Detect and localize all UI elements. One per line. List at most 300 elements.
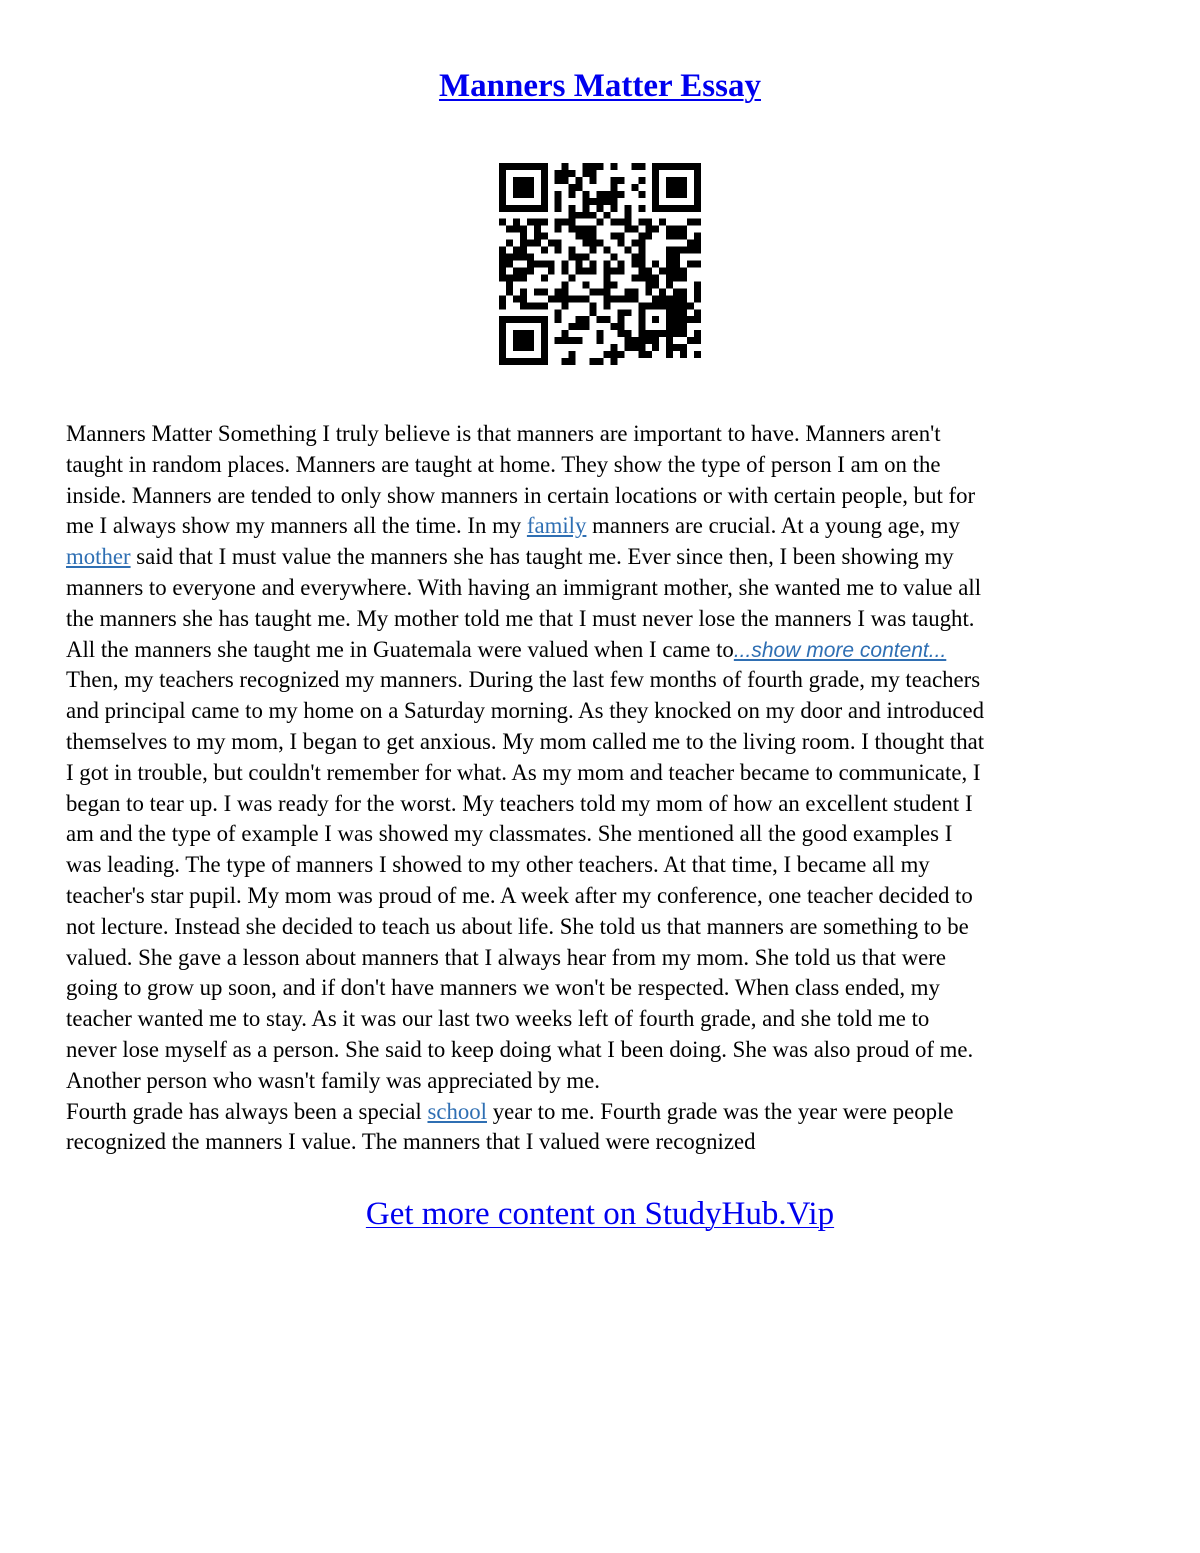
qr-module xyxy=(499,163,506,170)
qr-module xyxy=(590,233,597,240)
qr-module xyxy=(603,247,610,254)
essay-line: am and the type of example I was showed my classmates. She mentioned all the good examples I xyxy=(66,821,953,847)
qr-module xyxy=(666,184,673,191)
qr-module xyxy=(534,226,541,233)
qr-module xyxy=(527,254,534,261)
qr-module xyxy=(513,344,520,351)
qr-module xyxy=(555,337,562,344)
qr-module xyxy=(610,233,617,240)
qr-module xyxy=(541,184,548,191)
qr-module xyxy=(673,330,680,337)
qr-module xyxy=(610,358,617,365)
qr-module xyxy=(527,177,534,184)
qr-module xyxy=(499,316,506,323)
qr-module xyxy=(631,337,638,344)
qr-module xyxy=(687,219,694,226)
qr-module xyxy=(638,316,645,323)
qr-module xyxy=(506,163,513,170)
qr-module xyxy=(652,184,659,191)
qr-module xyxy=(680,226,687,233)
qr-module xyxy=(499,274,506,281)
essay-text: Fourth grade has always been a special xyxy=(66,1098,428,1124)
qr-module xyxy=(583,198,590,205)
qr-module xyxy=(673,205,680,212)
qr-module xyxy=(499,295,506,302)
qr-module xyxy=(576,254,583,261)
qr-module xyxy=(610,323,617,330)
qr-module xyxy=(638,177,645,184)
qr-module xyxy=(673,247,680,254)
qr-module xyxy=(624,344,631,351)
qr-module xyxy=(590,212,597,219)
qr-module xyxy=(610,281,617,288)
qr-module xyxy=(694,337,701,344)
qr-module xyxy=(617,351,624,358)
qr-module xyxy=(694,281,701,288)
qr-module xyxy=(541,219,548,226)
qr-module xyxy=(617,323,624,330)
qr-module xyxy=(527,163,534,170)
qr-module xyxy=(638,337,645,344)
qr-module xyxy=(645,351,652,358)
qr-module xyxy=(569,170,576,177)
qr-module xyxy=(590,198,597,205)
qr-module xyxy=(680,205,687,212)
qr-module xyxy=(666,316,673,323)
qr-module xyxy=(645,302,652,309)
qr-module xyxy=(541,323,548,330)
qr-module xyxy=(520,254,527,261)
essay-text: said that I must value the manners she has taught me. Ever since then, I been showing my xyxy=(130,544,954,570)
qr-module xyxy=(534,316,541,323)
qr-module xyxy=(673,295,680,302)
qr-module xyxy=(659,219,666,226)
qr-module xyxy=(645,233,652,240)
qr-module xyxy=(680,323,687,330)
qr-module xyxy=(569,323,576,330)
qr-module xyxy=(610,344,617,351)
qr-module xyxy=(520,267,527,274)
qr-module xyxy=(659,302,666,309)
qr-module xyxy=(694,288,701,295)
qr-module xyxy=(534,358,541,365)
qr-module xyxy=(597,316,604,323)
qr-module xyxy=(576,233,583,240)
qr-module xyxy=(590,288,597,295)
qr-module xyxy=(652,198,659,205)
qr-module xyxy=(673,254,680,261)
qr-module xyxy=(638,191,645,198)
qr-module xyxy=(576,226,583,233)
qr-module xyxy=(680,288,687,295)
qr-module xyxy=(590,170,597,177)
qr-module xyxy=(534,240,541,247)
qr-module xyxy=(617,240,624,247)
qr-module xyxy=(673,288,680,295)
qr-module xyxy=(617,330,624,337)
qr-module xyxy=(638,247,645,254)
qr-module xyxy=(562,267,569,274)
essay-text: me I always show my manners all the time. In my xyxy=(66,513,527,539)
qr-module xyxy=(520,205,527,212)
qr-module xyxy=(555,316,562,323)
qr-module xyxy=(666,261,673,268)
qr-module xyxy=(680,247,687,254)
qr-module xyxy=(694,240,701,247)
qr-module xyxy=(499,323,506,330)
essay-line xyxy=(66,635,1146,666)
qr-module xyxy=(555,219,562,226)
qr-module xyxy=(638,351,645,358)
qr-module xyxy=(617,309,624,316)
qr-module xyxy=(513,184,520,191)
qr-module xyxy=(597,240,604,247)
qr-module xyxy=(652,274,659,281)
qr-module xyxy=(597,330,604,337)
qr-module xyxy=(513,205,520,212)
qr-module xyxy=(541,191,548,198)
qr-module xyxy=(666,330,673,337)
qr-module xyxy=(694,351,701,358)
essay-line: was leading. The type of manners I showed to my other teachers. At that time, I became all my xyxy=(66,852,930,878)
qr-module xyxy=(610,177,617,184)
qr-module xyxy=(645,267,652,274)
essay-line: Then, my teachers recognized my manners. During the last few months of fourth grade, my teachers xyxy=(66,667,981,693)
qr-module xyxy=(638,240,645,247)
qr-module xyxy=(499,302,506,309)
qr-module xyxy=(680,163,687,170)
school-link[interactable]: school xyxy=(427,1098,487,1124)
qr-module xyxy=(680,330,687,337)
qr-module xyxy=(541,261,548,268)
qr-module xyxy=(687,261,694,268)
qr-module xyxy=(569,219,576,226)
qr-module xyxy=(603,288,610,295)
qr-module xyxy=(680,316,687,323)
qr-module xyxy=(562,337,569,344)
qr-module xyxy=(527,267,534,274)
qr-module xyxy=(541,330,548,337)
qr-module xyxy=(569,212,576,219)
qr-module xyxy=(583,323,590,330)
qr-module xyxy=(555,295,562,302)
show-more-content-link[interactable]: ...show more content... xyxy=(733,638,947,662)
qr-module xyxy=(555,198,562,205)
qr-module xyxy=(555,191,562,198)
qr-module xyxy=(673,323,680,330)
qr-module xyxy=(638,323,645,330)
qr-module xyxy=(694,163,701,170)
qr-module xyxy=(520,184,527,191)
get-more-content-link[interactable]: Get more content on StudyHub.Vip xyxy=(365,1196,835,1232)
qr-module xyxy=(597,219,604,226)
qr-module xyxy=(624,226,631,233)
qr-module xyxy=(624,330,631,337)
qr-module xyxy=(499,330,506,337)
qr-module xyxy=(555,170,562,177)
qr-module xyxy=(603,198,610,205)
qr-module xyxy=(638,274,645,281)
essay-line: Another person who wasn't family was appreciated by me. xyxy=(66,1067,600,1093)
qr-module xyxy=(610,184,617,191)
qr-module xyxy=(541,316,548,323)
qr-module xyxy=(527,330,534,337)
qr-module xyxy=(624,295,631,302)
qr-module xyxy=(499,254,506,261)
qr-module xyxy=(638,330,645,337)
qr-module xyxy=(499,344,506,351)
qr-module xyxy=(659,330,666,337)
qr-module xyxy=(597,288,604,295)
essay-text: year to me. Fourth grade was the year were people xyxy=(487,1098,954,1124)
qr-module xyxy=(562,177,569,184)
qr-module xyxy=(569,226,576,233)
qr-module xyxy=(631,288,638,295)
qr-module xyxy=(652,302,659,309)
qr-module xyxy=(666,254,673,261)
qr-module xyxy=(541,358,548,365)
qr-module xyxy=(666,281,673,288)
qr-module xyxy=(652,337,659,344)
qr-module xyxy=(527,302,534,309)
essay-line: valued. She gave a lesson about manners that I always hear from my mom. She told us that were xyxy=(66,944,946,970)
qr-module xyxy=(687,247,694,254)
qr-module xyxy=(506,316,513,323)
qr-module xyxy=(687,205,694,212)
qr-module xyxy=(569,337,576,344)
qr-module xyxy=(673,274,680,281)
qr-code-icon xyxy=(499,163,701,365)
qr-module xyxy=(645,219,652,226)
qr-module xyxy=(506,226,513,233)
qr-module xyxy=(673,163,680,170)
qr-module xyxy=(555,177,562,184)
qr-module xyxy=(652,191,659,198)
qr-module xyxy=(673,184,680,191)
qr-module xyxy=(569,191,576,198)
qr-module xyxy=(659,205,666,212)
qr-module xyxy=(499,184,506,191)
qr-module xyxy=(527,358,534,365)
title-link[interactable]: Manners Matter Essay xyxy=(438,68,761,104)
qr-module xyxy=(694,205,701,212)
qr-module xyxy=(638,163,645,170)
qr-module xyxy=(576,337,583,344)
qr-module xyxy=(666,344,673,351)
qr-module xyxy=(673,316,680,323)
qr-module xyxy=(590,163,597,170)
qr-module xyxy=(652,316,659,323)
qr-module xyxy=(513,330,520,337)
qr-module xyxy=(673,233,680,240)
qr-module xyxy=(520,163,527,170)
essay-line: teacher's star pupil. My mom was proud of me. A week after my conference, one teacher decided to xyxy=(66,882,973,908)
qr-module xyxy=(624,219,631,226)
qr-module xyxy=(513,163,520,170)
qr-module xyxy=(617,177,624,184)
essay-text: All the manners she taught me in Guatemala were valued when I came to xyxy=(66,636,734,662)
qr-module xyxy=(666,177,673,184)
essay-line: going to grow up soon, and if don't have manners we won't be respected. When class ended, my xyxy=(66,975,940,1001)
mother-link[interactable]: mother xyxy=(66,544,131,570)
qr-module xyxy=(527,205,534,212)
qr-module xyxy=(645,337,652,344)
qr-module xyxy=(499,205,506,212)
qr-module xyxy=(652,177,659,184)
essay-line: teacher wanted me to stay. As it was our last two weeks left of fourth grade, and she told me to xyxy=(66,1006,930,1032)
essay-line: not lecture. Instead she decided to teach us about life. She told us that manners are something to be xyxy=(66,913,969,939)
qr-module xyxy=(562,170,569,177)
qr-module xyxy=(541,274,548,281)
qr-module xyxy=(555,288,562,295)
qr-module xyxy=(576,323,583,330)
qr-module xyxy=(583,254,590,261)
qr-module xyxy=(499,261,506,268)
qr-module xyxy=(562,163,569,170)
qr-module xyxy=(527,344,534,351)
qr-module xyxy=(603,267,610,274)
qr-module xyxy=(673,267,680,274)
qr-module xyxy=(694,219,701,226)
qr-module xyxy=(631,295,638,302)
qr-module xyxy=(583,316,590,323)
qr-module xyxy=(541,170,548,177)
qr-module xyxy=(520,240,527,247)
qr-module xyxy=(499,177,506,184)
family-link[interactable]: family xyxy=(526,513,587,539)
qr-module xyxy=(673,177,680,184)
qr-module xyxy=(541,205,548,212)
qr-module xyxy=(603,274,610,281)
qr-module xyxy=(520,316,527,323)
essay-body xyxy=(66,419,1146,1158)
qr-module xyxy=(597,358,604,365)
qr-module xyxy=(631,240,638,247)
qr-module xyxy=(562,219,569,226)
qr-module xyxy=(666,337,673,344)
qr-module xyxy=(638,205,645,212)
qr-module xyxy=(506,288,513,295)
qr-module xyxy=(694,295,701,302)
qr-module xyxy=(534,302,541,309)
qr-module xyxy=(583,295,590,302)
qr-module xyxy=(652,344,659,351)
qr-module xyxy=(694,247,701,254)
qr-module xyxy=(603,295,610,302)
qr-module xyxy=(638,233,645,240)
qr-module xyxy=(680,267,687,274)
qr-module xyxy=(583,233,590,240)
qr-module xyxy=(624,247,631,254)
qr-module xyxy=(652,261,659,268)
qr-module xyxy=(603,302,610,309)
qr-module xyxy=(624,212,631,219)
qr-module xyxy=(562,288,569,295)
essay-line: and principal came to my home on a Saturday morning. As they knocked on my door and introduced xyxy=(66,698,984,724)
qr-module xyxy=(597,163,604,170)
footer xyxy=(0,1192,1200,1236)
qr-module xyxy=(513,247,520,254)
qr-module xyxy=(652,163,659,170)
qr-module xyxy=(645,288,652,295)
qr-module xyxy=(590,309,597,316)
qr-module xyxy=(694,330,701,337)
qr-module xyxy=(680,309,687,316)
qr-module xyxy=(631,254,638,261)
qr-module xyxy=(603,212,610,219)
qr-module xyxy=(548,267,555,274)
qr-module xyxy=(513,267,520,274)
qr-module xyxy=(687,240,694,247)
qr-module xyxy=(541,288,548,295)
essay-line: I got in trouble, but couldn't remember for what. As my mom and teacher became to communicate, I xyxy=(66,759,981,785)
qr-module xyxy=(617,233,624,240)
essay-line: recognized the manners I value. The manners that I valued were recognized xyxy=(66,1129,756,1155)
qr-module xyxy=(562,358,569,365)
qr-module xyxy=(603,316,610,323)
qr-module xyxy=(583,212,590,219)
qr-module xyxy=(576,261,583,268)
qr-module xyxy=(666,163,673,170)
qr-module xyxy=(576,295,583,302)
qr-module xyxy=(673,191,680,198)
qr-module xyxy=(652,330,659,337)
qr-module xyxy=(631,184,638,191)
qr-module xyxy=(520,247,527,254)
qr-module xyxy=(520,288,527,295)
qr-module xyxy=(520,302,527,309)
qr-module xyxy=(541,163,548,170)
qr-module xyxy=(638,344,645,351)
qr-module xyxy=(694,184,701,191)
qr-module xyxy=(534,163,541,170)
qr-module xyxy=(680,233,687,240)
qr-module xyxy=(569,295,576,302)
qr-module xyxy=(527,337,534,344)
qr-module xyxy=(652,170,659,177)
qr-module xyxy=(520,233,527,240)
page-title xyxy=(0,64,1200,108)
qr-module xyxy=(694,316,701,323)
qr-module xyxy=(666,191,673,198)
qr-module xyxy=(610,198,617,205)
qr-module xyxy=(555,205,562,212)
qr-module xyxy=(534,288,541,295)
qr-module xyxy=(548,261,555,268)
qr-module xyxy=(541,198,548,205)
qr-module xyxy=(548,240,555,247)
qr-module xyxy=(513,337,520,344)
qr-module xyxy=(506,254,513,261)
qr-module xyxy=(534,233,541,240)
qr-module xyxy=(541,233,548,240)
qr-module xyxy=(694,261,701,268)
qr-module xyxy=(583,170,590,177)
qr-module xyxy=(638,309,645,316)
qr-module xyxy=(569,358,576,365)
essay-line xyxy=(66,542,1146,573)
qr-module xyxy=(520,330,527,337)
qr-module xyxy=(645,281,652,288)
qr-module xyxy=(590,226,597,233)
qr-module xyxy=(687,337,694,344)
qr-module xyxy=(617,295,624,302)
qr-module xyxy=(590,358,597,365)
qr-module xyxy=(694,309,701,316)
qr-module xyxy=(659,295,666,302)
qr-module xyxy=(569,205,576,212)
qr-module xyxy=(666,226,673,233)
